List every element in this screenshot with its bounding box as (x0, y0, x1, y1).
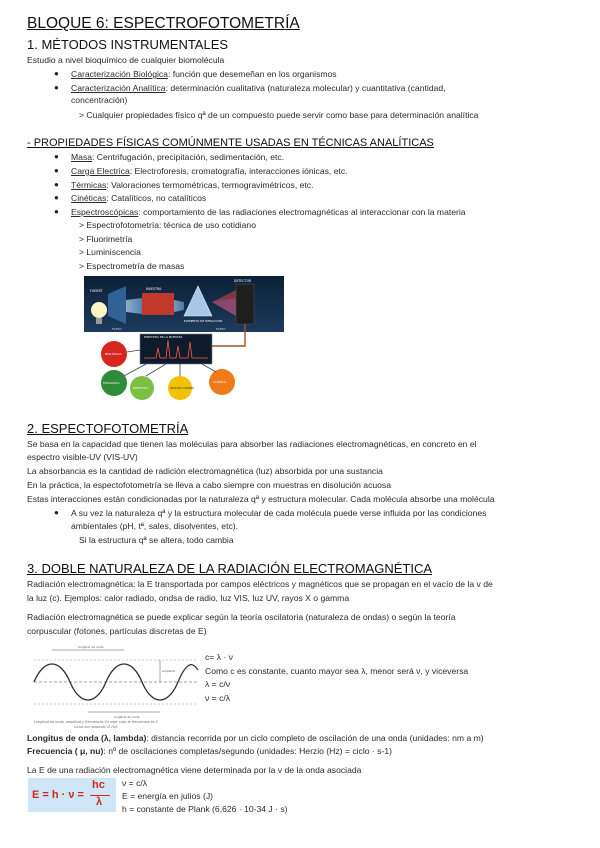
bullet-icon: ● (54, 83, 59, 92)
s3-line-1: Radiación electromagnética: la E transportada por campos eléctricos y magnéticos que se propagan en el vacío de la v de (27, 579, 493, 589)
s3-line-2: la luz (c). Ejemplos: calor radiado, ondsa de radio, luz VIS, luz UV, rayos X o gamma (27, 593, 350, 603)
svg-text:ELEMENTO DE DIFRACCIÓN: ELEMENTO DE DIFRACCIÓN (184, 319, 223, 323)
prop-item-masa: Masa: Centrifugación, precipitación, sedimentación, etc. (71, 152, 285, 162)
bullet-icon: ● (54, 193, 59, 202)
svg-text:QUÍMICA: QUÍMICA (213, 380, 227, 384)
s3-line-4: corpuscular (fotones, partículas discretas de E) (27, 626, 207, 636)
formula-note: Como c es constante, cuanto mayor sea λ, menor será ν, y viceversa (205, 666, 469, 676)
def-frecuencia: Frecuencia ( μ, nu): nº de oscilaciones completas/segundo (unidades: Herzio (Hz) = ciclo · s-1) (27, 746, 392, 756)
s1-bullet-2-cont: concentración) (71, 95, 128, 105)
eq-def-nu: ν = c/λ (122, 778, 148, 788)
svg-text:FILTRO: FILTRO (112, 327, 122, 331)
prop-sub-1: > Espectrofotometría: técnica de uso cotidiano (79, 220, 256, 230)
document-title: BLOQUE 6: ESPECTROFOTOMETRÍA (27, 15, 300, 32)
eq-def-e: E = energía en julios (J) (122, 791, 213, 801)
prop-item-cineticas: Cinéticas: Catalíticos, no catalíticos (71, 193, 207, 203)
section-2-heading: 2. ESPECTOFOTOMETRÍA (27, 421, 189, 436)
svg-text:longitud de onda: longitud de onda (114, 715, 140, 719)
s2-line-3: La absorbancia es la cantidad de radición electromagnética (luz) absorbida por una sustancia (27, 466, 383, 476)
s3-line-3: Radiación electromagnética se puede explicar según la teoría oscilatoria (naturaleza de ondas) o según la teoría (27, 612, 456, 622)
s1-bullet-2: Caracterización Analítica: determinación cualitativa (naturaleza molecular) y cuantitativa (cantidad, (71, 83, 446, 93)
svg-text:DIETÉTICA: DIETÉTICA (133, 386, 148, 390)
equation-left: E = h · ν = (32, 789, 84, 801)
bullet-icon: ● (54, 180, 59, 189)
prop-sub-3: > Luminiscencia (79, 247, 141, 257)
prop-item-carga: Carga Electrica: Electroforesis, cromatografía, interacciones iónicas, etc. (71, 166, 348, 176)
energy-equation-box (28, 778, 116, 812)
def-longitud: Longitus de onda (λ, lambda): distancia recorrida por un ciclo completo de oscilación de una onda (unidades: nm a m) (27, 733, 484, 743)
s3-line-5: La E de una radiación electromagnética viene determinada por la v de la onda asociada (27, 765, 362, 775)
s2-bullet-1-cont: ambientales (pH, tª, sales, disolventes, etc). (71, 521, 239, 531)
formula-c: c= λ · ν (205, 652, 233, 662)
svg-text:Longitud de onda, amplitud y f: Longitud de onda, amplitud y frecuencia. En este caso la frecuencia es 2 (34, 720, 158, 724)
svg-text:ESPECTRO DE LA MUESTRA: ESPECTRO DE LA MUESTRA (144, 335, 183, 339)
s1-intro: Estudio a nivel bioquímico de cualquier biomolécula (27, 55, 225, 65)
equation-denominator: λ (96, 796, 103, 808)
properties-heading: - PROPIEDADES FÍSICAS COMÚNMENTE USADAS EN TÉCNICAS ANALÍTICAS (27, 137, 434, 149)
s1-bullet-2-sub: > Cualquier propiedades físico qª de un compuesto puede servir como base para determinación analítica (79, 110, 479, 120)
svg-text:FILTRO: FILTRO (216, 327, 226, 331)
lamp-icon (91, 302, 107, 318)
s1-bullet-1: Caracterización Biológica: función que desemeñan en los organismos (71, 69, 337, 79)
prop-item-espectroscopicas: Espectroscópicas: comportamiento de las radiaciones electromagnéticas al interaccionar con la materia (71, 207, 466, 217)
bullet-icon: ● (54, 166, 59, 175)
section-3-heading: 3. DOBLE NATURALEZA DE LA RADIACIÓN ELECTROMAGNÉTICA (27, 561, 433, 576)
svg-text:longitud de onda: longitud de onda (78, 645, 104, 649)
svg-text:DETECTOR: DETECTOR (234, 279, 252, 283)
s2-line-2: espectro visible-UV (VIS-UV) (27, 452, 138, 462)
detector-icon (236, 284, 254, 324)
svg-text:BIOLÓGICA: BIOLÓGICA (105, 352, 122, 356)
formula-nu: ν = c/λ (205, 693, 231, 703)
bullet-icon: ● (54, 152, 59, 161)
svg-text:FISIOLÓGICA: FISIOLÓGICA (103, 382, 120, 385)
section-1-heading: 1. MÉTODOS INSTRUMENTALES (27, 37, 229, 52)
prop-sub-4: > Espectrometría de masas (79, 261, 185, 271)
prop-sub-2: > Fluorimetría (79, 234, 133, 244)
s2-bullet-1: A su vez la naturaleza qª y la estructura molecular de cada molécula puede verse influida por las condiciones (71, 508, 487, 518)
sample-cuvette-icon (142, 293, 174, 315)
bullet-icon: ● (54, 508, 59, 517)
eq-def-h: h = constante de Plank (6,626 · 10-34 J · s) (122, 804, 288, 814)
svg-text:MEDICINA FORENSE: MEDICINA FORENSE (170, 387, 194, 390)
s2-bullet-1-sub: Si la estructura qª se altera, todo cambia (79, 535, 234, 545)
svg-text:ciclos por segundo (2 Hz).: ciclos por segundo (2 Hz). (74, 725, 119, 728)
spectrophotometer-figure (84, 276, 284, 409)
svg-text:amplitud: amplitud (162, 669, 176, 673)
svg-text:FUENTE: FUENTE (90, 289, 103, 293)
s2-line-5: Estas interacciones están condicionadas por la naturaleza qª y estructura molecular. Cada molécula absorbe una molécula (27, 494, 495, 504)
svg-text:MUESTRA: MUESTRA (146, 287, 162, 291)
bullet-icon: ● (54, 207, 59, 216)
formula-lambda: λ = c/ν (205, 679, 231, 689)
s2-line-4: En la práctica, la espectofotometría se lleva a cabo siempre con muestras en disolución acuosa (27, 480, 391, 490)
bullet-icon: ● (54, 69, 59, 78)
s2-line-1: Se basa en la capacidad que tienen las moléculas para absorber las radiaciones electromagnéticas, en concreto en el (27, 439, 477, 449)
prop-item-termicas: Térmicas: Valoraciones termométricas, termogravimétricos, etc. (71, 180, 314, 190)
wave-diagram (30, 642, 202, 728)
equation-numerator: hc (92, 779, 105, 791)
